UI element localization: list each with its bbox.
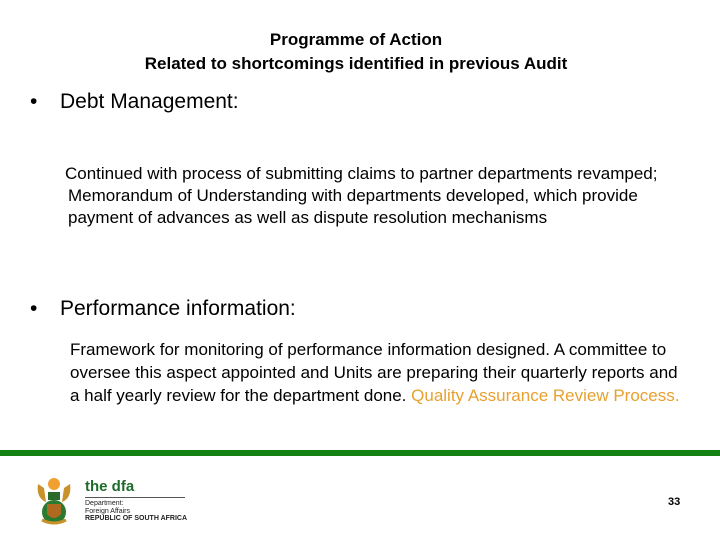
brand-underline [85,497,185,498]
quality-assurance-highlight: Quality Assurance Review Process. [411,386,680,405]
page-number: 33 [668,496,681,508]
dfa-brand: the dfa [85,478,135,495]
performance-information-text [70,338,680,407]
performance-body: Framework for monitoring of performance information designed. A committee to oversee this aspect appointed and Units are preparing their quarterly reports and a half yearly review for the department done. [70,340,678,405]
coat-of-arms-logo [34,474,74,526]
title-line-2: Related to shortcomings identified in previous Audit [144,54,568,73]
debt-management-text: Continued with process of submitting claims to partner departments revamped; Memorandum of Understanding with departments developed, which provide payment of advances as well as dispute resolution mechanisms [65,164,658,227]
dept-line-3: REPUBLIC OF SOUTH AFRICA [85,515,188,522]
department-name [85,500,187,523]
bullet-heading: Debt Management: [60,90,239,113]
bullet-dot: • [30,90,38,113]
title-line-1: Programme of Action [269,30,443,49]
bullet-dot: • [30,297,38,320]
green-divider [0,450,720,456]
dept-line-2: Foreign Affairs [85,507,131,515]
bullet-performance-information [30,297,296,321]
bullet-heading: Performance information: [60,297,296,320]
bullet-debt-management [30,90,239,114]
slide-title [0,28,712,76]
dept-line-1: Department: [85,500,124,507]
